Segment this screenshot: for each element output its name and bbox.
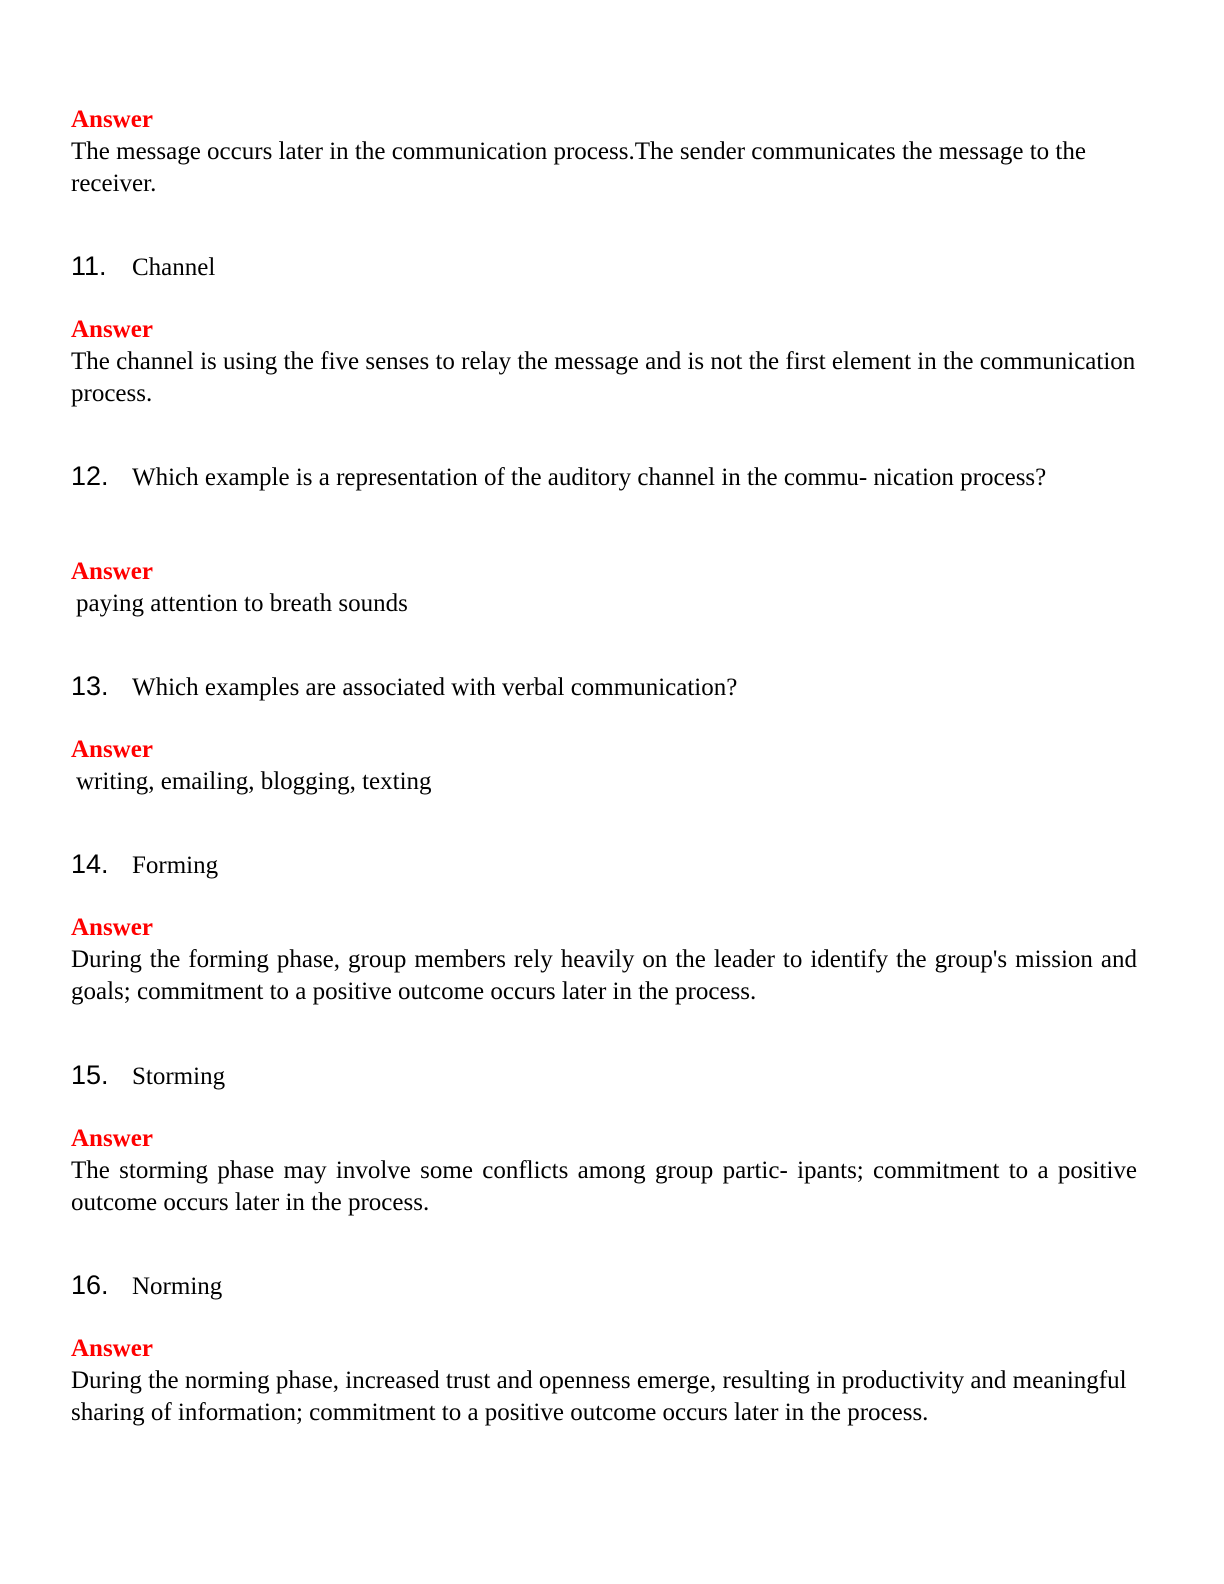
question-text: Which example is a representation of the auditory channel in the commu- nication process?: [132, 464, 1047, 491]
question-text: Channel: [132, 254, 216, 281]
question-12: [71, 460, 1137, 494]
answer-label: Answer: [71, 1335, 153, 1362]
question-14: [71, 848, 1137, 882]
question-number: 15.: [71, 1060, 109, 1090]
answer-text: During the norming phase, increased trust and openness emerge, resulting in productivity and meaningful sharing of information; commitment to a positive outcome occurs later in the process.: [71, 1367, 1127, 1426]
answer-label: Answer: [71, 316, 153, 343]
answer-text: paying attention to breath sounds: [76, 590, 408, 617]
answer-label: Answer: [71, 558, 153, 585]
question-number: 16.: [71, 1270, 109, 1300]
answer-text: The storming phase may involve some conflicts among group partic- ipants; commitment to a positive outcome occurs later in the process.: [71, 1157, 1137, 1216]
answer-block-12: [71, 556, 1137, 620]
question-number: 12.: [71, 461, 109, 491]
answer-text: The message occurs later in the communication process.The sender communicates the message to the receiver.: [71, 138, 1086, 197]
answer-block-10: [71, 104, 1137, 200]
question-15: [71, 1059, 1137, 1093]
question-16: [71, 1269, 1137, 1303]
answer-label: Answer: [71, 1125, 153, 1152]
question-number: 14.: [71, 849, 109, 879]
answer-text: The channel is using the five senses to relay the message and is not the first element in the communication process.: [71, 348, 1136, 407]
question-text: Which examples are associated with verbal communication?: [132, 674, 738, 701]
question-text: Forming: [132, 852, 219, 879]
answer-text: During the forming phase, group members rely heavily on the leader to identify the group's mission and goals; commitment to a positive outcome occurs later in the process.: [71, 946, 1137, 1005]
question-text: Norming: [132, 1273, 223, 1300]
answer-label: Answer: [71, 106, 153, 133]
answer-block-11: [71, 314, 1137, 410]
question-text: Storming: [132, 1063, 226, 1090]
answer-block-14: [71, 912, 1137, 1008]
question-number: 13.: [71, 671, 109, 701]
question-11: [71, 250, 1137, 284]
question-13: [71, 670, 1137, 704]
question-number: 11.: [71, 251, 107, 281]
answer-block-16: [71, 1333, 1137, 1429]
answer-label: Answer: [71, 736, 153, 763]
answer-block-13: [71, 734, 1137, 798]
answer-label: Answer: [71, 914, 153, 941]
answer-text: writing, emailing, blogging, texting: [76, 768, 432, 795]
answer-block-15: [71, 1123, 1137, 1219]
